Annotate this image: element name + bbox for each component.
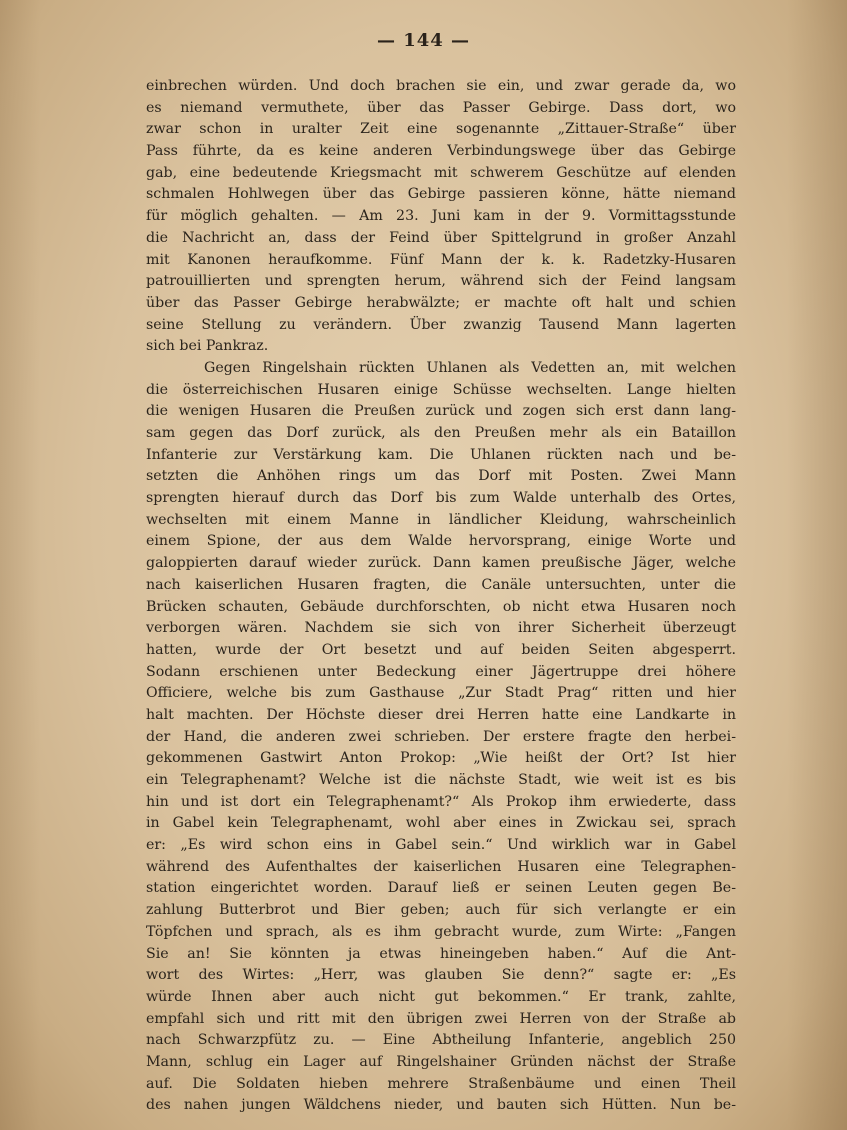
text-line: schmalen Hohlwegen über das Gebirge passieren könne, hätte niemand [146,186,736,203]
text-line: halt machten. Der Höchste dieser drei Herren hatte eine Landkarte in [146,706,736,723]
text-line: Mann, schlug ein Lager auf Ringelshainer Gründen nächst der Straße [146,1053,736,1070]
text-line: Officiere, welche bis zum Gasthause „Zur Stadt Prag“ ritten und hier [146,685,736,702]
text-line: sich bei Pankraz. [146,338,269,355]
text-line: die österreichischen Husaren einige Schüsse wechselten. Lange hielten [146,381,736,398]
text-line: hin und ist dort ein Telegraphenamt?“ Als Prokop ihm erwiederte, dass [146,793,736,810]
text-line: wort des Wirtes: „Herr, was glauben Sie denn?“ sagte er: „Es [146,967,736,984]
text-line: für möglich gehalten. — Am 23. Juni kam in der 9. Vormittagsstunde [146,208,736,225]
text-line: während des Aufenthaltes der kaiserlichen Husaren eine Telegraphen- [146,858,736,875]
text-line: nach Schwarzpfütz zu. — Eine Abtheilung Infanterie, angeblich 250 [146,1032,736,1049]
text-line: die Nachricht an, dass der Feind über Spittelgrund in großer Anzahl [146,229,736,246]
text-line: auf. Die Soldaten hieben mehrere Straßenbäume und einen Theil [146,1075,736,1092]
page-shadow-right [787,0,847,1130]
text-line: einbrechen würden. Und doch brachen sie ein, und zwar gerade da, wo [146,78,736,94]
text-line: gekommenen Gastwirt Anton Prokop: „Wie heißt der Ort? Ist hier [146,750,736,767]
text-line: zwar schon in uralter Zeit eine sogenannte „Zittauer-Straße“ über [146,121,736,138]
text-line: station eingerichtet worden. Darauf ließ er seinen Leuten gegen Be- [146,880,736,897]
text-line: Pass führte, da es keine anderen Verbindungswege über das Gebirge [146,143,736,160]
text-line: über das Passer Gebirge herabwälzte; er machte oft halt und schien [146,294,736,311]
text-line: seine Stellung zu verändern. Über zwanzig Tausend Mann lagerten [146,316,736,333]
text-line: Brücken schauten, Gebäude durchforschten, ob nicht etwa Husaren noch [146,598,736,615]
text-line: Sie an! Sie könnten ja etwas hineingeben haben.“ Auf die Ant- [146,945,736,962]
text-line: sam gegen das Dorf zurück, als den Preußen mehr als ein Bataillon [146,425,736,441]
text-line: setzten die Anhöhen rings um das Dorf mit Posten. Zwei Mann [146,468,736,485]
text-line: Töpfchen und sprach, als es ihm gebracht wurde, zum Wirte: „Fangen [146,923,736,940]
text-line: zahlung Butterbrot und Bier geben; auch für sich verlangte er ein [146,902,736,919]
text-line: Sodann erschienen unter Bedeckung einer Jägertruppe drei höhere [146,663,736,680]
text-line: die wenigen Husaren die Preußen zurück und zogen sich erst dann lang- [146,403,736,420]
text-line: er: „Es wird schon eins in Gabel sein.“ Und wirklich war in Gabel [146,837,736,854]
text-line: ein Telegraphenamt? Welche ist die nächste Stadt, wie weit ist es bis [146,772,736,788]
text-line: würde Ihnen aber auch nicht gut bekommen.“ Er trank, zahlte, [146,988,736,1005]
page-body-text [146,76,736,1117]
text-line: gab, eine bedeutende Kriegsmacht mit schwerem Geschütze auf elenden [146,164,736,181]
text-line: patrouillierten und sprengten herum, während sich der Feind langsam [146,273,736,290]
text-line: einem Spione, der aus dem Walde hervorsprang, einige Worte und [146,533,736,550]
text-line: nach kaiserlichen Husaren fragten, die Canäle untersuchten, unter die [146,576,736,593]
text-line: mit Kanonen heraufkomme. Fünf Mann der k. k. Radetzky-Husaren [146,251,736,268]
page-number: — 144 — [376,30,471,51]
text-line: sprengten hierauf durch das Dorf bis zum Walde unterhalb des Ortes, [146,490,736,507]
text-line: Infanterie zur Verstärkung kam. Die Uhlanen rückten nach und be- [146,446,736,463]
text-line: verborgen wären. Nachdem sie sich von ihrer Sicherheit überzeugt [146,620,736,637]
text-line: wechselten mit einem Manne in ländlicher Kleidung, wahrscheinlich [146,511,736,528]
text-line: in Gabel kein Telegraphenamt, wohl aber eines in Zwickau sei, sprach [146,815,736,832]
text-line: der Hand, die anderen zwei schrieben. Der erstere fragte den herbei- [146,728,736,745]
text-line: galoppierten darauf wieder zurück. Dann kamen preußische Jäger, welche [146,555,736,572]
text-line: hatten, wurde der Ort besetzt und auf beiden Seiten abgesperrt. [146,641,736,658]
text-line: des nahen jungen Wäldchens nieder, und bauten sich Hütten. Nun be- [146,1097,736,1114]
paragraph-first-line: Gegen Ringelshain rückten Uhlanen als Vedetten an, mit welchen [204,359,736,376]
text-line: es niemand vermuthete, über das Passer Gebirge. Dass dort, wo [146,99,736,116]
page-shadow-left [0,0,40,1130]
text-line: empfahl sich und ritt mit den übrigen zwei Herren von der Straße ab [146,1010,736,1027]
